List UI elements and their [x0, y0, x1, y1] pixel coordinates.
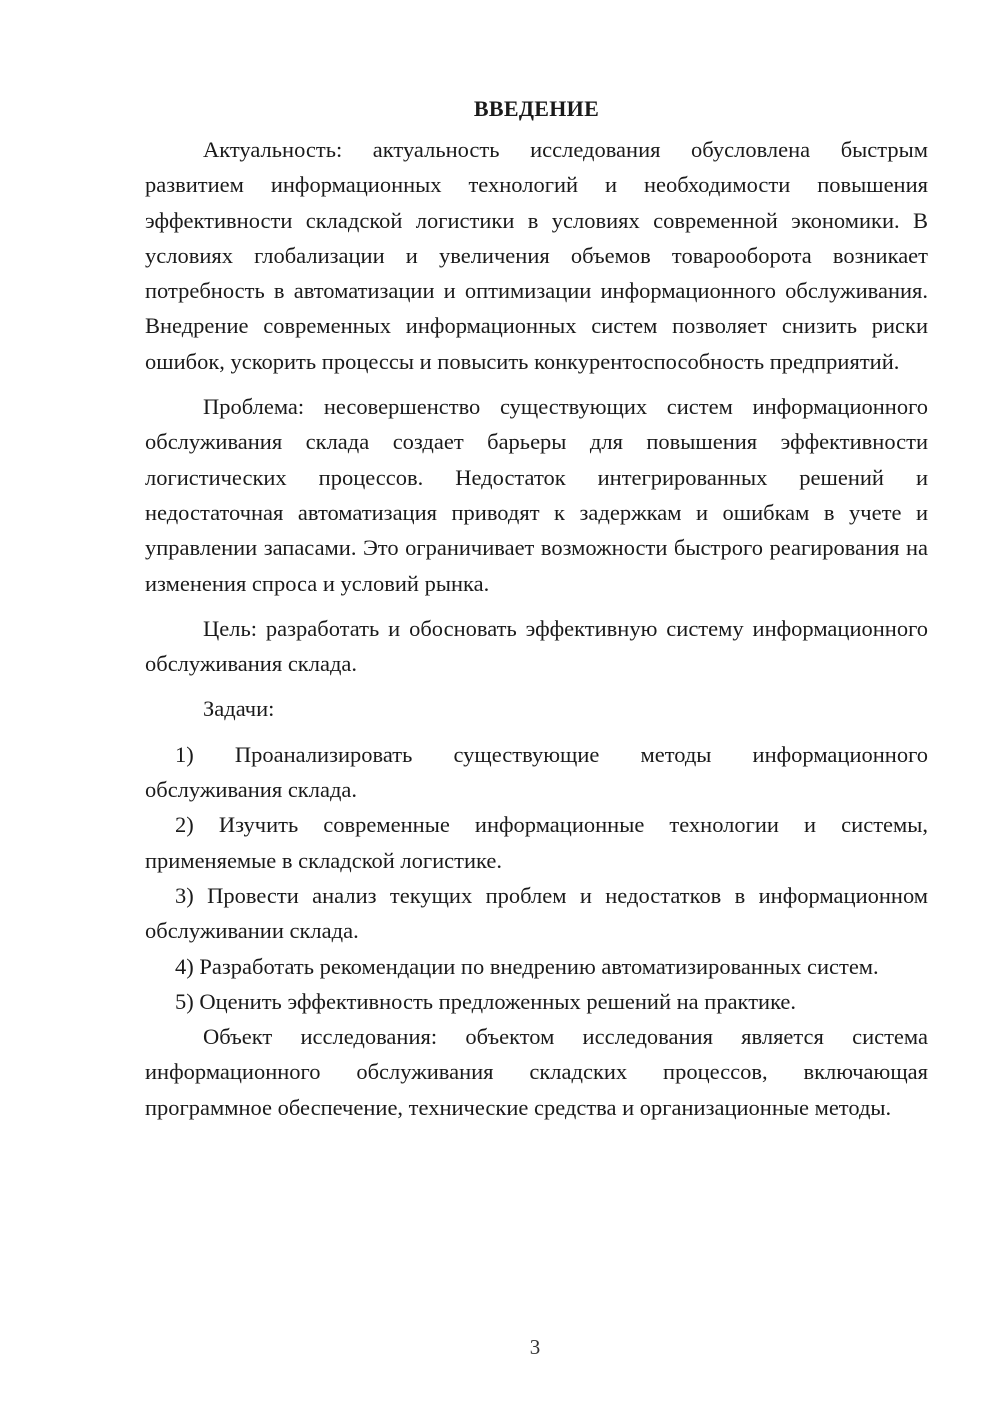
task-item-3: 3) Провести анализ текущих проблем и недостатков в информационном обслуживании склада.: [145, 882, 928, 944]
goal-paragraph: Цель: разработать и обосновать эффективную систему информационного обслуживания склада.: [145, 615, 928, 677]
task-item-1: 1) Проанализировать существующие методы информационного обслуживания склада.: [145, 741, 928, 803]
page-number: 3: [529, 1335, 541, 1359]
document-body: [145, 94, 928, 1125]
task-item-2: 2) Изучить современные информационные технологии и системы, применяемые в складской логистике.: [145, 812, 928, 873]
object-paragraph: Объект исследования: объектом исследования является система информационного обслуживания складских процессов, включающая программное обеспечение, технические средства и организационные методы.: [145, 1024, 928, 1120]
task-item-4: 4) Разработать рекомендации по внедрению автоматизированных систем.: [175, 953, 879, 979]
tasks-heading: Задачи:: [203, 696, 275, 722]
section-heading: ВВЕДЕНИЕ: [473, 96, 600, 121]
relevance-paragraph: Актуальность: актуальность исследования обусловлена быстрым развитием информационных технологий и необходимости повышения эффективности складской логистики в условиях современной экономики. В условиях глобализации и увеличения объемов товарооборота возникает потребность в автоматизации и оптимизации информационного обслуживания. Внедрение современных информационных систем позволяет снизить риски ошибок, ускорить процессы и повысить конкурентоспособность предприятий.: [145, 137, 928, 374]
problem-paragraph: Проблема: несовершенство существующих систем информационного обслуживания склада создает барьеры для повышения эффективности логистических процессов. Недостаток интегрированных решений и недостаточная автоматизация приводят к задержкам и ошибкам в учете и управлении запасами. Это ограничивает возможности быстрого реагирования на изменения спроса и условий рынка.: [145, 394, 928, 596]
task-item-5: 5) Оценить эффективность предложенных решений на практике.: [175, 988, 797, 1014]
